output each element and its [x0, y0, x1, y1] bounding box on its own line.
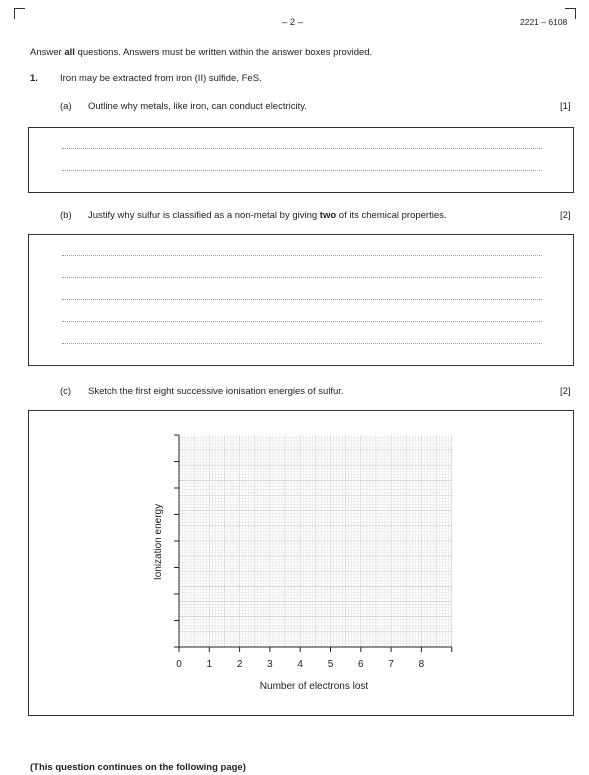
question-stem: Iron may be extracted from iron (II) sulfide, FeS.: [60, 73, 262, 84]
x-tick-label: 0: [176, 659, 182, 670]
answer-line: [62, 321, 542, 322]
answer-line: [62, 255, 542, 256]
answer-line: [62, 343, 542, 344]
graph-grid: [179, 435, 452, 647]
continuation-note: (This question continues on the following page): [30, 762, 246, 773]
answer-line: [62, 148, 542, 149]
part-a-text: Outline why metals, like iron, can conduct electricity.: [88, 101, 307, 112]
part-b-label: (b): [60, 210, 72, 221]
y-axis-label: Ionization energy: [153, 503, 164, 581]
answer-line: [62, 170, 542, 171]
x-tick-label: 6: [358, 659, 364, 670]
part-c-text: Sketch the first eight successive ionisation energies of sulfur.: [88, 386, 344, 397]
paper-code: 2221 – 6108: [520, 17, 568, 27]
ionisation-energy-graph[interactable]: [130, 425, 470, 700]
part-c-label: (c): [60, 386, 72, 397]
x-tick-label: 2: [236, 659, 243, 670]
x-tick-label: 7: [388, 659, 394, 670]
x-axis-label: Number of electrons lost: [259, 681, 369, 692]
x-axis-ticks: [176, 647, 451, 670]
answer-line: [62, 299, 542, 300]
part-c-marks: [2]: [560, 386, 571, 397]
corner-mark-top-left: [14, 8, 25, 19]
x-tick-label: 5: [327, 659, 334, 670]
x-tick-label: 1: [206, 659, 213, 670]
part-a-label: (a): [60, 101, 72, 112]
y-axis-ticks: [174, 435, 179, 647]
question-number: 1.: [30, 73, 38, 84]
answer-line: [62, 277, 542, 278]
page-number: – 2 –: [282, 17, 304, 28]
x-tick-label: 4: [297, 659, 303, 670]
answer-box-a[interactable]: [28, 127, 574, 193]
part-b-text: Justify why sulfur is classified as a non-metal by giving two of its chemical properties.: [88, 210, 447, 221]
x-tick-label: 3: [267, 659, 273, 670]
part-a-marks: [1]: [560, 101, 571, 112]
part-b-marks: [2]: [560, 210, 571, 221]
instructions: Answer all questions. Answers must be written within the answer boxes provided.: [30, 47, 373, 58]
x-tick-label: 8: [418, 659, 425, 670]
answer-box-b[interactable]: [28, 234, 574, 366]
